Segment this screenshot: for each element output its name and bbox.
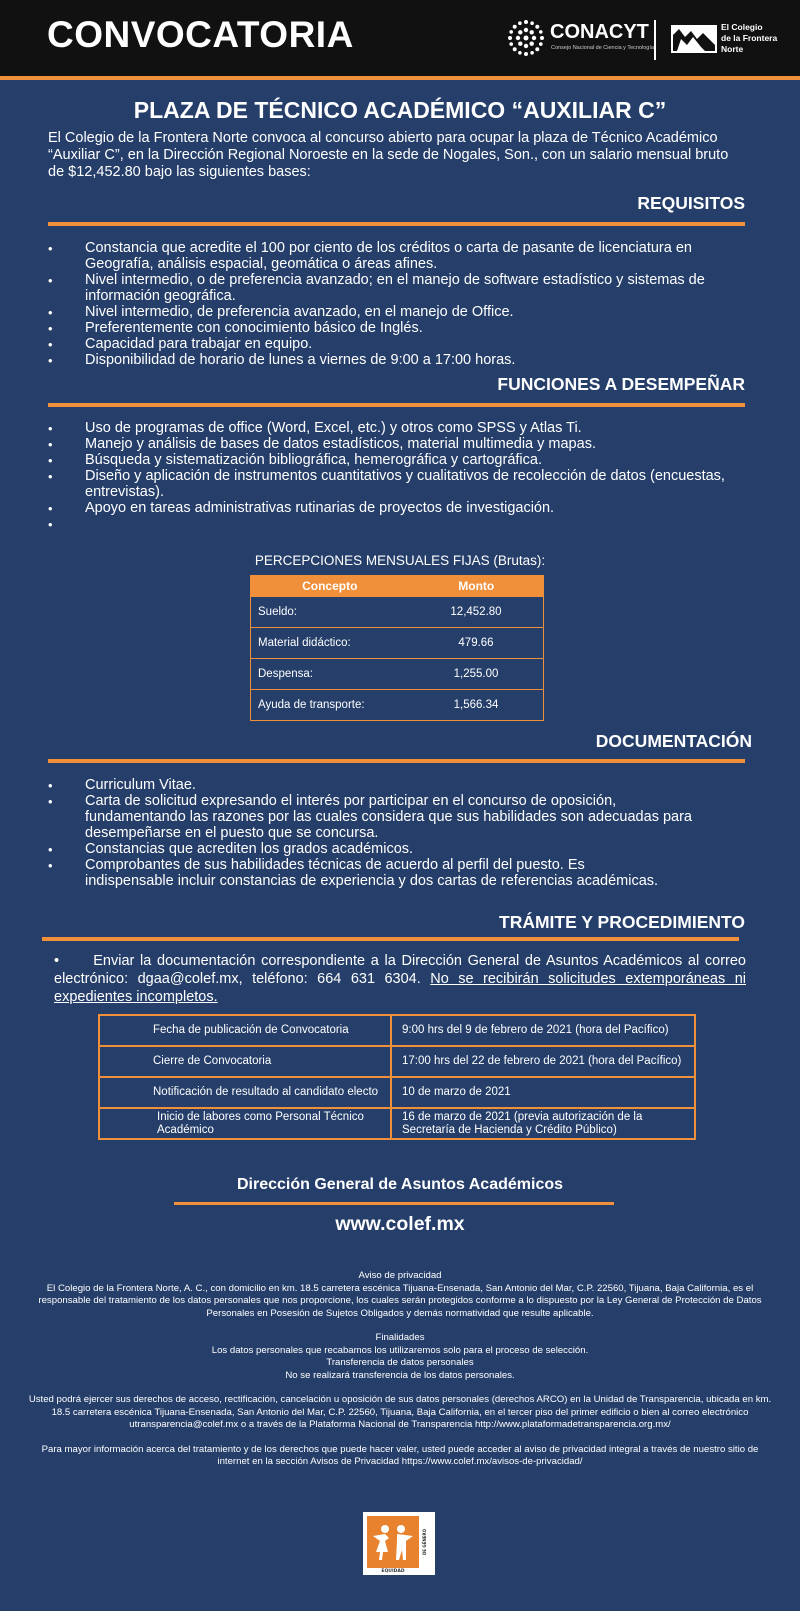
list-item: • Constancia que acredite el 100 por ciento de los créditos o carta de pasante de licenciatura en Geografía, análisis espacial, geomática o áreas afines. — [48, 240, 748, 272]
list-item: • Nivel intermedio, de preferencia avanzado, en el manejo de Office. — [48, 304, 748, 320]
equidad-figures-icon — [363, 1512, 435, 1575]
funciones-list — [48, 420, 748, 532]
equidad-label: EQUIDAD — [381, 1569, 405, 1574]
intro-paragraph: El Colegio de la Frontera Norte convoca al concurso abierto para ocupar la plaza de Técnico Académico “Auxiliar C”, en la Dirección Regional Noroeste en la sede de Nogales, Son., con un salario mensual bruto de $12,452.80 bajo las siguientes bases: — [48, 130, 729, 180]
spacer — [25, 1320, 775, 1332]
table-cell: 1,255.00 — [409, 659, 544, 690]
privacy-title: Aviso de privacidad — [358, 1270, 442, 1281]
spacer — [25, 1382, 775, 1394]
table-cell: 12,452.80 — [409, 597, 544, 628]
footer-divider — [174, 1202, 614, 1205]
list-item: • Uso de programas de office (Word, Excel, etc.) y otros como SPSS y Atlas Ti. — [48, 420, 748, 436]
table-cell: Sueldo: — [251, 597, 410, 628]
header-bar — [0, 0, 800, 80]
list-item: • Manejo y análisis de bases de datos estadísticos, material multimedia y mapas. — [48, 436, 748, 452]
table-cell: Inicio de labores como Personal Técnico Académico — [99, 1108, 391, 1139]
privacy-section — [25, 1270, 775, 1469]
requisitos-list — [48, 240, 748, 368]
table-cell: Despensa: — [251, 659, 410, 690]
privacy-text: Para mayor información acerca del tratamiento y de los derechos que puede hacer valer, usted puede acceder al aviso de privacidad integral a través de nuestro sitio de internet en la sección Avisos de Privacidad https://www.colef.mx/avisos-de-privacidad/ — [41, 1443, 759, 1467]
privacy-text: Usted podrá ejercer sus derechos de acceso, rectificación, cancelación u oposición de sus datos personales (derechos ARCO) en la Unidad de Transparencia, ubicada en km. 18.5 carretera escénica Tijuana-Ensenada, San Antonio del Mar, C.P. 22560, Tijuana, Baja California, en el tercer piso del primer edificio o bien al correo electrónico utransparencia@colef.mx o a través de la Plataforma Nacional de Transparencia http://www.plataformadetransparencia.org.mx/ — [28, 1394, 772, 1430]
tramite-warning: No se recibirán solicitudes extemporáneas ni expedientes incompletos. — [54, 971, 746, 1005]
colef-name — [721, 22, 791, 55]
table-cell: Material didáctico: — [251, 628, 410, 659]
colef-logo-icon — [671, 25, 717, 53]
table-row — [251, 597, 544, 628]
table-row — [99, 1108, 695, 1139]
table-cell: 9:00 hrs del 9 de febrero de 2021 (hora del Pacífico) — [391, 1015, 695, 1046]
list-item: • Curriculum Vitae. — [48, 777, 748, 793]
table-row — [99, 1015, 695, 1046]
list-item: • Disponibilidad de horario de lunes a viernes de 9:00 a 17:00 horas. — [48, 352, 748, 368]
table-header-row — [251, 576, 544, 597]
table-cell: Cierre de Convocatoria — [99, 1046, 391, 1077]
conacyt-subtitle: Consejo Nacional de Ciencia y Tecnología — [551, 45, 654, 51]
equidad-genero-logo — [363, 1512, 435, 1575]
list-item: • Preferentemente con conocimiento básico de Inglés. — [48, 320, 748, 336]
conacyt-dots-icon — [505, 17, 547, 59]
header-divider — [654, 20, 656, 60]
section-divider — [42, 937, 739, 941]
colef-name-line: El Colegio — [721, 22, 763, 32]
privacy-text: No se realizará transferencia de los datos personales. — [285, 1369, 515, 1381]
bullet-glyph: • — [54, 953, 94, 969]
table-cell: 479.66 — [409, 628, 544, 659]
fechas-table — [98, 1014, 696, 1140]
privacy-title: Finalidades — [375, 1332, 425, 1343]
list-item: • Carta de solicitud expresando el interés por participar en el concurso de oposición, fundamentando las razones por las cuales considera que sus habilidades son adecuadas para desempeñarse en el puesto que se concursa. — [48, 793, 705, 841]
table-row — [99, 1046, 695, 1077]
list-item: • Búsqueda y sistematización bibliográfica, hemerográfica y cartográfica. — [48, 452, 748, 468]
table-row — [251, 690, 544, 721]
colef-name-line: de la Frontera — [721, 33, 778, 43]
list-item: • Diseño y aplicación de instrumentos cuantitativos y cualitativos de recolección de datos (encuestas, entrevistas). — [48, 468, 748, 500]
tramite-paragraph — [54, 952, 746, 1006]
column-header: Monto — [409, 576, 544, 597]
conacyt-logo — [505, 17, 654, 59]
table-cell: 16 de marzo de 2021 (previa autorización de la Secretaría de Hacienda y Crédito Público) — [391, 1108, 695, 1139]
list-item — [48, 516, 748, 532]
spacer — [25, 1432, 775, 1444]
privacy-text: El Colegio de la Frontera Norte, A. C., con domicilio en km. 18.5 carretera escénica Tijuana-Ensenada, San Antonio del Mar, C.P. 22560, Tijuana, Baja California, es el responsable del tratamiento de los datos personales que nos proporcione, los cuales serán protegidos conforme a lo dispuesto por la Ley General de Protección de Datos Personales en Posesión de Sujetos Obligados y demás normatividad que resulte aplicable. — [38, 1282, 762, 1319]
equidad-label-2: DE GÉNERO — [422, 1528, 427, 1556]
section-divider — [48, 222, 745, 226]
percepciones-table — [250, 575, 544, 721]
table-cell: 10 de marzo de 2021 — [391, 1077, 695, 1108]
position-title: PLAZA DE TÉCNICO ACADÉMICO “AUXILIAR C” — [133, 97, 667, 123]
tramite-heading: TRÁMITE Y PROCEDIMIENTO — [499, 912, 745, 932]
conacyt-name: CONACYT — [550, 21, 649, 43]
column-header: Concepto — [251, 576, 410, 597]
privacy-text: Los datos personales que recabamos los utilizaremos solo para el proceso de selección. — [211, 1344, 589, 1356]
list-item: • Capacidad para trabajar en equipo. — [48, 336, 748, 352]
table-row — [251, 659, 544, 690]
table-cell: Fecha de publicación de Convocatoria — [99, 1015, 391, 1046]
table-row — [251, 628, 544, 659]
section-divider — [48, 403, 745, 407]
colef-name-line: Norte — [721, 44, 744, 54]
list-item: • Constancias que acrediten los grados académicos. — [48, 841, 748, 857]
privacy-title: Transferencia de datos personales — [326, 1357, 474, 1368]
table-cell: Notificación de resultado al candidato electo — [99, 1077, 391, 1108]
requisitos-heading: REQUISITOS — [637, 193, 745, 213]
list-item: • Nivel intermedio, o de preferencia avanzado; en el manejo de software estadístico y sistemas de información geográfica. — [48, 272, 748, 304]
list-item: • Apoyo en tareas administrativas rutinarias de proyectos de investigación. — [48, 500, 748, 516]
table-cell: 17:00 hrs del 22 de febrero de 2021 (hora del Pacífico) — [391, 1046, 695, 1077]
section-divider — [48, 759, 745, 763]
website-link[interactable]: www.colef.mx — [335, 1213, 465, 1235]
page-title: CONVOCATORIA — [47, 14, 354, 55]
table-cell: Ayuda de transporte: — [251, 690, 410, 721]
list-item: • Comprobantes de sus habilidades técnicas de acuerdo al perfil del puesto. Es indispensable incluir constancias de experiencia y dos cartas de referencias académicas. — [48, 857, 665, 889]
documentacion-heading: DOCUMENTACIÓN — [595, 731, 752, 751]
documentacion-list — [48, 777, 748, 889]
tramite-text: Enviar la documentación correspondiente a la Dirección General de Asuntos Académicos al correo electrónico: dgaa@colef.mx, teléfono: 664 631 6304. — [54, 953, 746, 987]
direccion-general: Dirección General de Asuntos Académicos — [236, 1176, 564, 1193]
percepciones-caption: PERCEPCIONES MENSUALES FIJAS (Brutas): — [254, 553, 546, 568]
table-cell: 1,566.34 — [409, 690, 544, 721]
table-row — [99, 1077, 695, 1108]
funciones-heading: FUNCIONES A DESEMPEÑAR — [497, 374, 745, 394]
